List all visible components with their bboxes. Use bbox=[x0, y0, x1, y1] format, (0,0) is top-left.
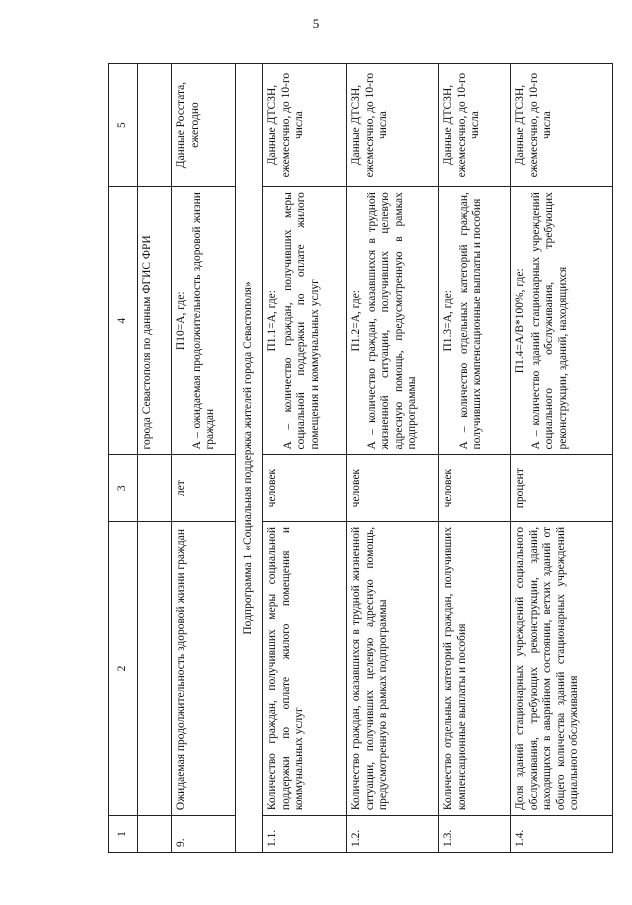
table-row-1-2 bbox=[347, 64, 439, 853]
row-1-2-name: Количество граждан, оказавшихся в трудной жизненной ситуации, получивших целевую адресную помощь, предусмотренную в рамках подпрограммы bbox=[347, 521, 439, 815]
row-1-1-name: Количество граждан, получивших меры социальной поддержки по оплате жилого помещения и коммунальных услуг bbox=[263, 521, 347, 815]
row-1-1-desc: А – количество граждан, получивших меры социальной поддержки по оплате жилого помещения и коммунальных услуг bbox=[281, 192, 321, 450]
row-1-1-unit: человек bbox=[263, 455, 347, 521]
row-9-num: 9. bbox=[172, 816, 236, 853]
row-1-4-desc: А – количество зданий стационарных учреждений социального обслуживания, требующих реконструкции, зданий, находящихся bbox=[529, 192, 569, 450]
continuation-text: города Севастополя по данным ФГИС ФРИ bbox=[138, 187, 172, 455]
row-1-3-unit: человек bbox=[439, 455, 511, 521]
row-1-1-formula: П1.1=А, где: bbox=[266, 290, 278, 352]
table-row-continuation bbox=[138, 64, 172, 853]
col-header-1: 1 bbox=[109, 816, 138, 853]
row-9-unit: лет bbox=[172, 455, 236, 521]
row-1-3-desc: А – количество отдельных категорий граждан, получивших компенсационные выплаты и пособия bbox=[457, 192, 484, 450]
row-9-formula-cell bbox=[172, 187, 236, 455]
row-1-2-unit: человек bbox=[347, 455, 439, 521]
row-9-name: Ожидаемая продолжительность здоровой жизни граждан bbox=[172, 521, 236, 815]
row-9-desc: А – ожидаемая продолжительность здоровой жизни граждан bbox=[190, 192, 217, 450]
row-1-3-formula: П1.3=А, где: bbox=[442, 290, 454, 352]
row-1-1-source: Данные ДТСЗН, ежемесячно, до 10-го числа bbox=[263, 64, 347, 187]
row-1-4-formula: П1.4=А/В*100%, где: bbox=[514, 268, 526, 374]
row-1-2-formula: П1.2=А, где: bbox=[350, 290, 362, 352]
row-9-formula: П10=А, где: bbox=[175, 291, 187, 351]
col-header-3: 3 bbox=[109, 455, 138, 521]
col-header-2: 2 bbox=[109, 521, 138, 815]
row-1-4-name: Доля зданий стационарных учреждений социального обслуживания, требующих реконструкции, зданий, находящихся в аварийном состоянии, ветхих зданий от общего количества зданий стационарных учреждений социального обслуживания bbox=[511, 521, 613, 815]
table-row-1-4 bbox=[511, 64, 613, 853]
header-row bbox=[109, 64, 138, 853]
table-row-9 bbox=[172, 64, 236, 853]
row-1-3-name: Количество отдельных категорий граждан, получивших компенсационные выплаты и пособия bbox=[439, 521, 511, 815]
col-header-4: 4 bbox=[109, 187, 138, 455]
subprogram-title: Подпрограмма 1 «Социальная поддержка жителей города Севастополя» bbox=[236, 64, 263, 853]
row-1-4-formula-cell bbox=[511, 187, 613, 455]
row-1-2-formula-cell bbox=[347, 187, 439, 455]
table-row-1-1 bbox=[263, 64, 347, 853]
row-1-4-unit: процент bbox=[511, 455, 613, 521]
row-1-2-source: Данные ДТСЗН, ежемесячно, до 10-го числа bbox=[347, 64, 439, 187]
row-1-3-formula-cell bbox=[439, 187, 511, 455]
row-1-1-num: 1.1. bbox=[263, 816, 347, 853]
row-1-3-source: Данные ДТСЗН, ежемесячно, до 10-го числа bbox=[439, 64, 511, 187]
page-number: 5 bbox=[312, 16, 320, 31]
table-row-1-3 bbox=[439, 64, 511, 853]
row-9-source: Данные Росстата, ежегодно bbox=[172, 64, 236, 187]
rotated-table-wrapper bbox=[108, 63, 613, 853]
col-header-5: 5 bbox=[109, 64, 138, 187]
row-1-4-num: 1.4. bbox=[511, 816, 613, 853]
row-1-4-source: Данные ДТСЗН, ежемесячно, до 10-го числа bbox=[511, 64, 613, 187]
row-1-2-num: 1.2. bbox=[347, 816, 439, 853]
subprogram-row bbox=[236, 64, 263, 853]
row-1-2-desc: А – количество граждан, оказавшихся в трудной жизненной ситуации, получивших целевую адресную помощь, предусмотренную в рамках подпрограммы bbox=[365, 192, 419, 450]
indicators-table bbox=[108, 63, 613, 853]
row-1-3-num: 1.3. bbox=[439, 816, 511, 853]
row-1-1-formula-cell bbox=[263, 187, 347, 455]
